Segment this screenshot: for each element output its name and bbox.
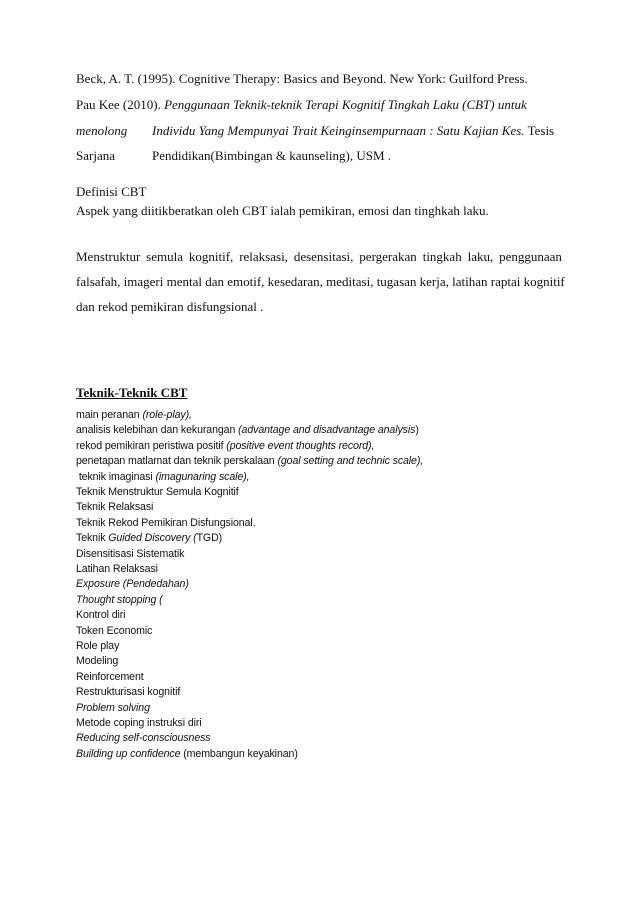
- definition-heading: Definisi CBT: [76, 184, 147, 199]
- paragraph-line-3: dan rekod pemikiran disfungsional .: [76, 299, 264, 314]
- reference-title-cont: Individu Yang Mempunyai Trait Keinginsempurnaan : Satu Kajian Kes.: [152, 123, 525, 138]
- paragraph-line-2: falsafah, imageri mental dan emotif, kesedaran, meditasi, tugasan kerja, latihan raptai kognitif: [76, 274, 565, 289]
- paragraph-line-1: [76, 249, 562, 265]
- reference-word-sarjana: Sarjana: [76, 148, 115, 163]
- technique-item: Reducing self-consciousness: [76, 732, 211, 745]
- technique-item: Teknik Guided Discovery (TGD): [76, 532, 223, 545]
- technique-item: Disensitisasi Sistematik: [76, 547, 185, 560]
- paragraph-word: pergerakan: [359, 249, 417, 264]
- technique-item: Reinforcement: [76, 670, 144, 683]
- technique-item: analisis kelebihan dan kekurangan (advantage and disadvantage analysis): [76, 424, 419, 437]
- technique-item: Teknik Rekod Pemikiran Disfungsional.: [76, 516, 256, 529]
- reference-word-menolong: menolong: [76, 123, 128, 138]
- technique-item: Token Economic: [76, 624, 153, 637]
- reference-paukee-line2: [76, 123, 554, 139]
- technique-item: Kontrol diri: [76, 609, 126, 622]
- paragraph-word: Menstruktur: [76, 249, 141, 264]
- reference-paukee-title: Penggunaan Teknik-teknik Terapi Kognitif Tingkah Laku (CBT) untuk: [164, 97, 527, 112]
- paragraph-word: laku,: [467, 249, 494, 264]
- technique-item: Problem solving: [76, 701, 150, 714]
- paragraph-word: penggunaan: [499, 249, 562, 264]
- technique-item: Thought stopping (: [76, 593, 163, 606]
- technique-item: Metode coping instruksi diri: [76, 717, 202, 729]
- technique-item: main peranan (role-play),: [76, 409, 192, 421]
- reference-paukee-line1: [76, 97, 527, 113]
- reference-tesis: Tesis: [524, 123, 555, 138]
- technique-item: Modeling: [76, 655, 119, 668]
- technique-item: Restrukturisasi kognitif: [76, 686, 181, 699]
- paragraph-word: kognitif,: [188, 249, 234, 264]
- technique-item: Building up confidence (membangun keyakinan): [76, 747, 298, 760]
- technique-item: penetapan matlamat dan teknik perskalaan (goal setting and technic scale),: [76, 455, 424, 468]
- technique-item: Latihan Relaksasi: [76, 563, 158, 575]
- technique-item: Teknik Menstruktur Semula Kognitif: [76, 486, 239, 498]
- paragraph-word: tingkah: [422, 249, 462, 264]
- paragraph-word: desensitasi,: [293, 249, 354, 264]
- technique-item: Teknik Relaksasi: [76, 501, 154, 514]
- reference-beck: Beck, A. T. (1995). Cognitive Therapy: Basics and Beyond. New York: Guilford Press.: [76, 71, 528, 86]
- paragraph-word: semula: [146, 249, 183, 264]
- definition-text: Aspek yang diitikberatkan oleh CBT ialah pemikiran, emosi dan tinghkah laku.: [76, 203, 489, 218]
- technique-item: Role play: [76, 640, 120, 652]
- technique-item: teknik imaginasi (imagunaring scale),: [76, 470, 250, 483]
- technique-item: rekod pemikiran peristiwa positif (positive event thoughts record),: [76, 439, 375, 452]
- technique-item: Exposure (Pendedahan): [76, 578, 189, 591]
- reference-paukee-author: Pau Kee (2010).: [76, 97, 165, 112]
- reference-institution: Pendidikan(Bimbingan & kaunseling), USM .: [152, 148, 392, 163]
- reference-paukee-line3: [76, 148, 391, 164]
- paragraph-word: relaksasi,: [239, 249, 288, 264]
- techniques-heading: Teknik-Teknik CBT: [76, 385, 188, 400]
